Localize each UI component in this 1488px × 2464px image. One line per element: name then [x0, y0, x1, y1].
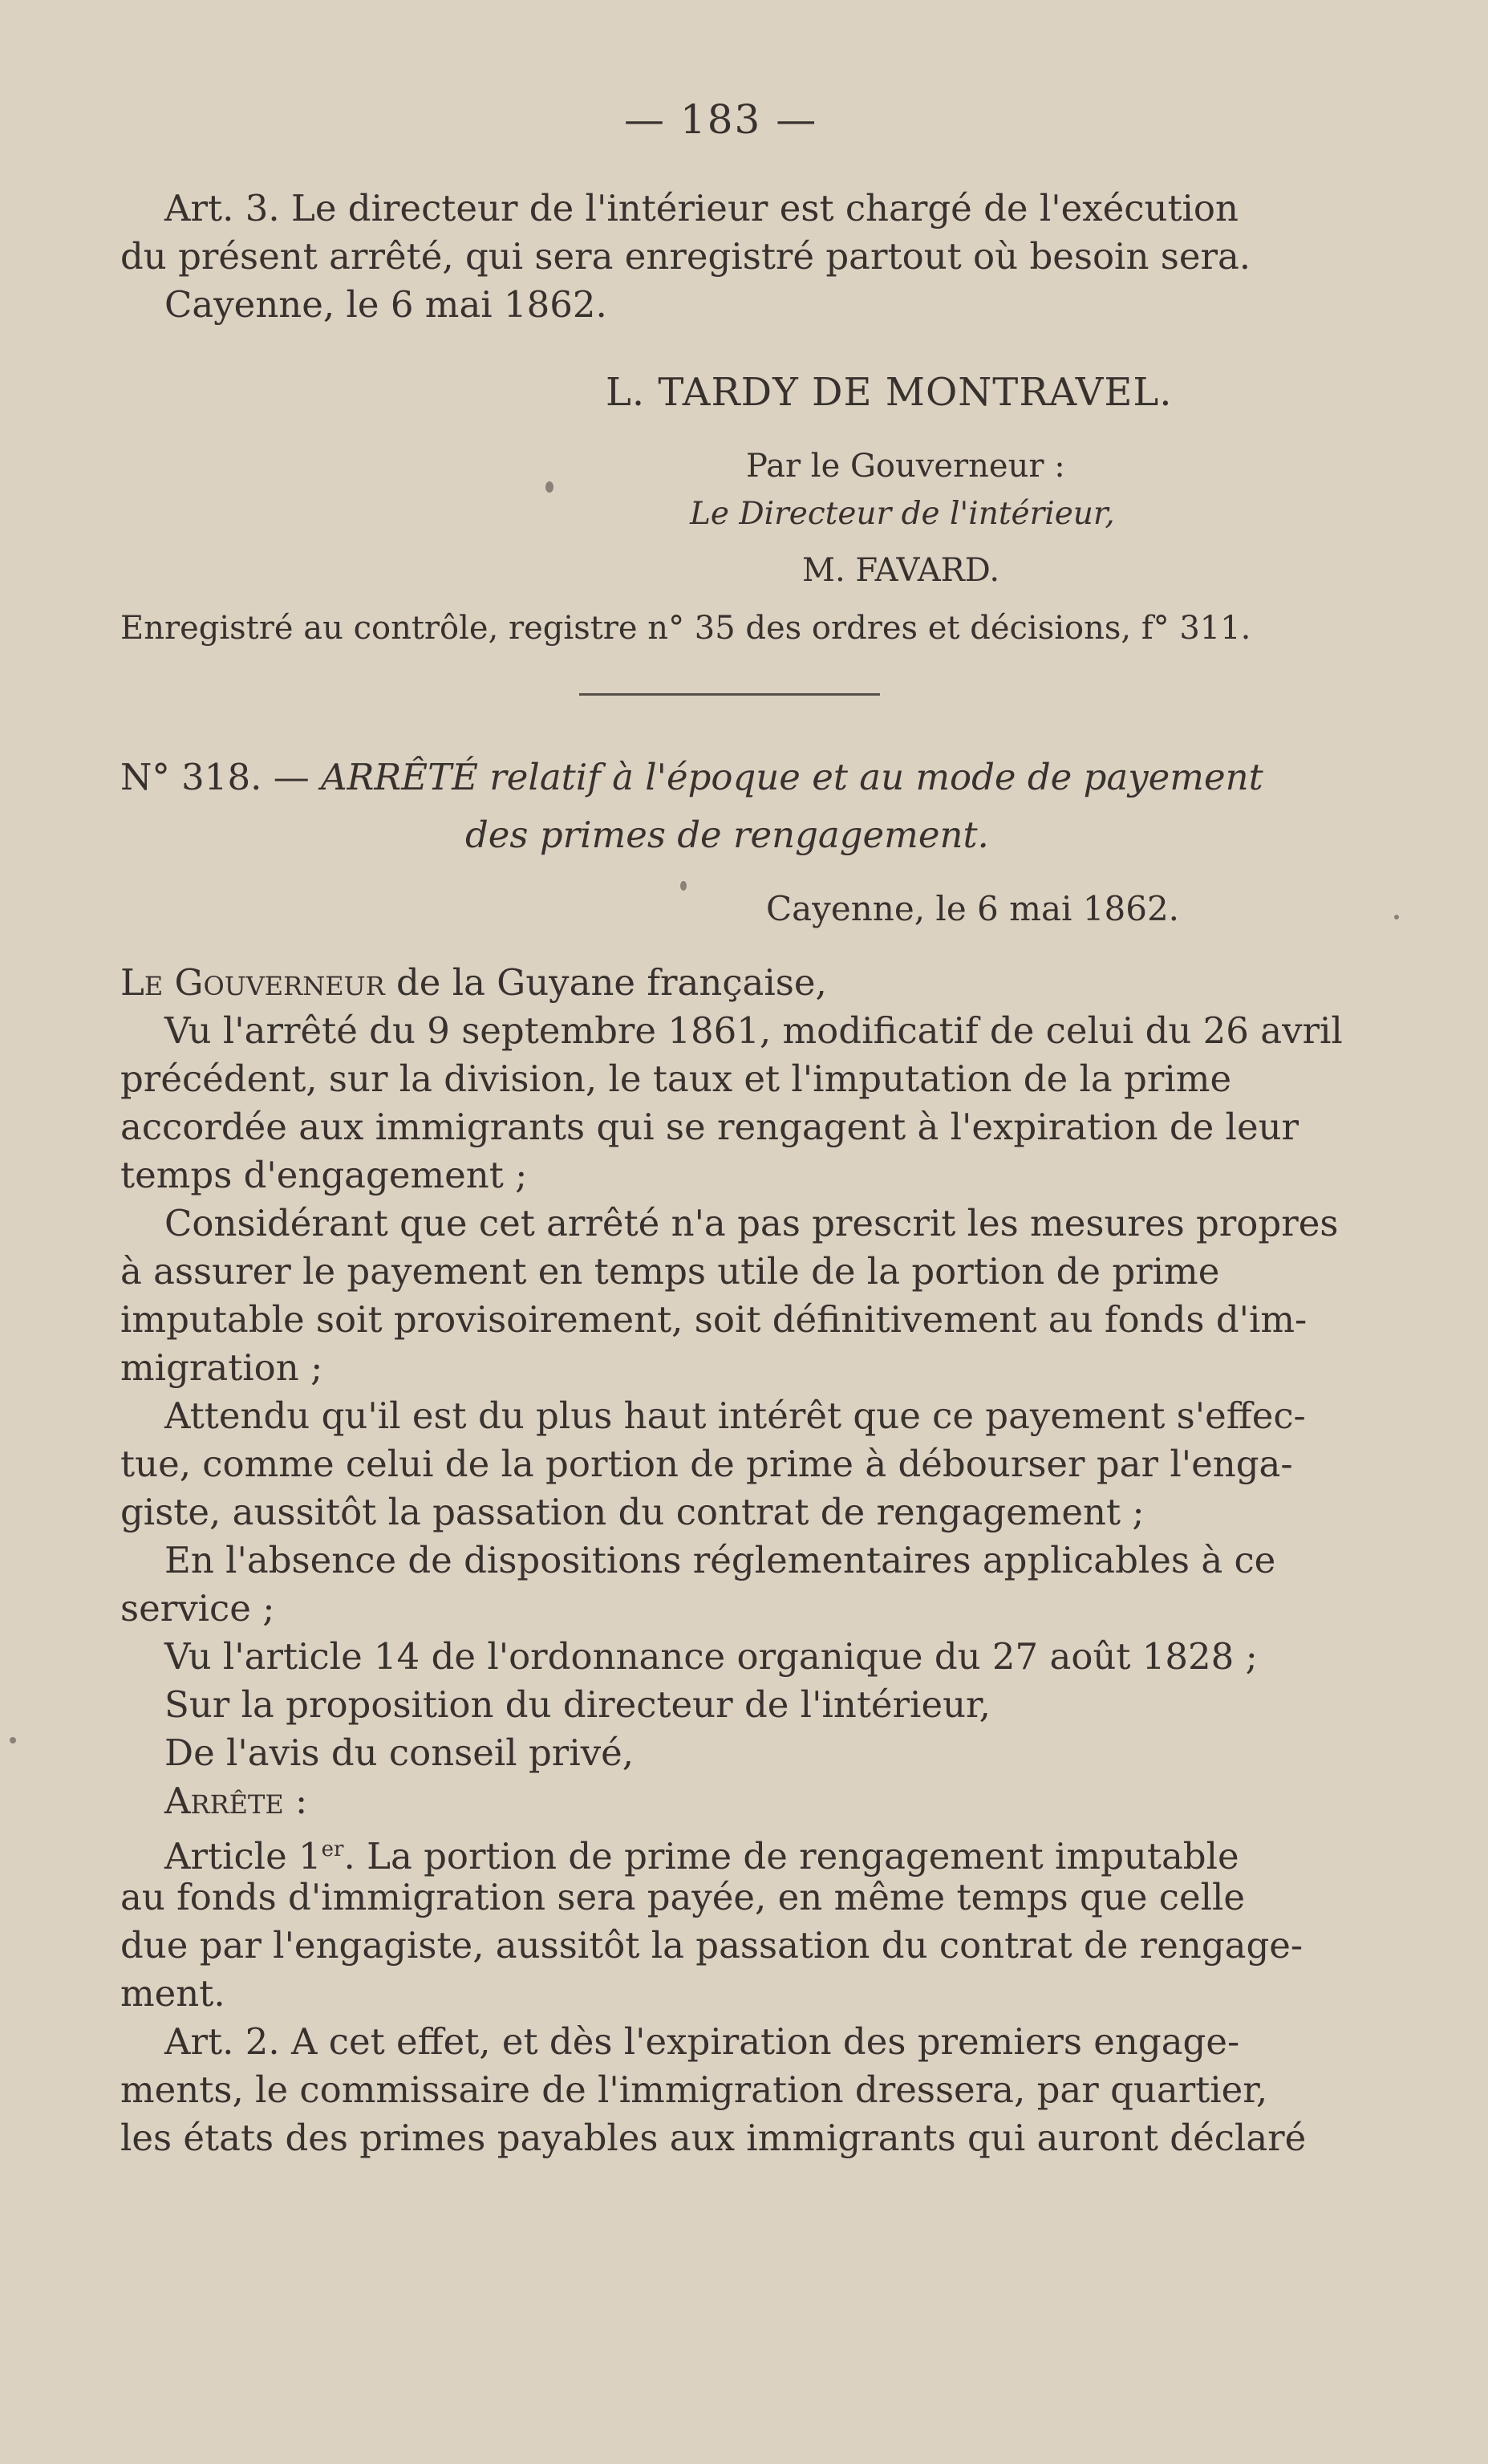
- page-number: — 183 —: [624, 96, 818, 143]
- text-line: du présent arrêté, qui sera enregistré partout où besoin sera.: [120, 235, 1251, 278]
- registration-note: Enregistré au contrôle, registre n° 35 des ordres et décisions, f° 311.: [120, 610, 1251, 647]
- text-line: temps d'engagement ;: [120, 1154, 528, 1196]
- text-line: due par l'engagiste, aussitôt la passation du contrat de rengage-: [120, 1924, 1304, 1967]
- text-line: migration ;: [120, 1346, 323, 1389]
- article-1-prefix: Article 1: [164, 1835, 322, 1877]
- heading-dash: —: [273, 756, 310, 798]
- text-line: Attendu qu'il est du plus haut intérêt que ce payement s'effec-: [164, 1394, 1306, 1437]
- arrete-date: Cayenne, le 6 mai 1862.: [766, 889, 1180, 928]
- arrete-title: ARRÊTÉ relatif à l'époque et au mode de payement: [321, 756, 1263, 798]
- par-le-gouverneur: Par le Gouverneur :: [746, 448, 1065, 485]
- separator-rule: [579, 693, 880, 696]
- governor-name: L. TARDY DE MONTRAVEL.: [606, 370, 1173, 415]
- text-line: giste, aussitôt la passation du contrat de rengagement ;: [120, 1491, 1145, 1533]
- text-line: à assurer le payement en temps utile de la portion de prime: [120, 1250, 1220, 1293]
- text-line: précédent, sur la division, le taux et l'imputation de la prime: [120, 1057, 1232, 1100]
- text-line: Vu l'article 14 de l'ordonnance organique du 27 août 1828 ;: [164, 1635, 1258, 1678]
- article-1-text: . La portion de prime de rengagement imputable: [343, 1835, 1239, 1877]
- text-line: au fonds d'immigration sera payée, en même temps que celle: [120, 1876, 1246, 1918]
- text-line: Considérant que cet arrêté n'a pas prescrit les mesures propres: [164, 1202, 1339, 1244]
- text-line: accordée aux immigrants qui se rengagent à l'expiration de leur: [120, 1106, 1299, 1148]
- date-line: Cayenne, le 6 mai 1862.: [164, 283, 607, 326]
- gouverneur-label: Le Gouverneur: [120, 961, 385, 1004]
- arrete-label: Arrête :: [164, 1780, 308, 1822]
- text-line: les états des primes payables aux immigrants qui auront déclaré: [120, 2117, 1307, 2159]
- text-line: imputable soit provisoirement, soit définitivement au fonds d'im-: [120, 1298, 1308, 1341]
- text-line: service ;: [120, 1587, 275, 1630]
- text-line: Sur la proposition du directeur de l'intérieur,: [164, 1683, 991, 1726]
- text-line: Art. 2. A cet effet, et dès l'expiration des premiers engage-: [164, 2020, 1240, 2063]
- text-line: tue, comme celui de la portion de prime à débourser par l'enga-: [120, 1443, 1293, 1485]
- director-name: M. FAVARD.: [802, 552, 1000, 589]
- arrete-title-cont: des primes de rengagement.: [465, 814, 989, 856]
- arrete-number: N° 318.: [120, 756, 262, 798]
- text-line: Vu l'arrêté du 9 septembre 1861, modificatif de celui du 26 avril: [164, 1009, 1343, 1052]
- article-1-sup: er: [321, 1837, 344, 1861]
- paper-speck: [1394, 915, 1399, 919]
- paper-speck: [680, 881, 687, 891]
- gouverneur-rest: de la Guyane française,: [384, 961, 827, 1004]
- text-line: ment.: [120, 1972, 225, 2015]
- paper-speck: [10, 1737, 16, 1743]
- text-line: De l'avis du conseil privé,: [164, 1731, 635, 1774]
- paper-speck: [545, 481, 553, 493]
- director-title: Le Directeur de l'intérieur,: [690, 496, 1115, 532]
- text-line: Art. 3. Le directeur de l'intérieur est chargé de l'exécution: [164, 187, 1239, 229]
- text-line: En l'absence de dispositions réglementaires applicables à ce: [164, 1539, 1276, 1581]
- text-line: ments, le commissaire de l'immigration dressera, par quartier,: [120, 2068, 1268, 2111]
